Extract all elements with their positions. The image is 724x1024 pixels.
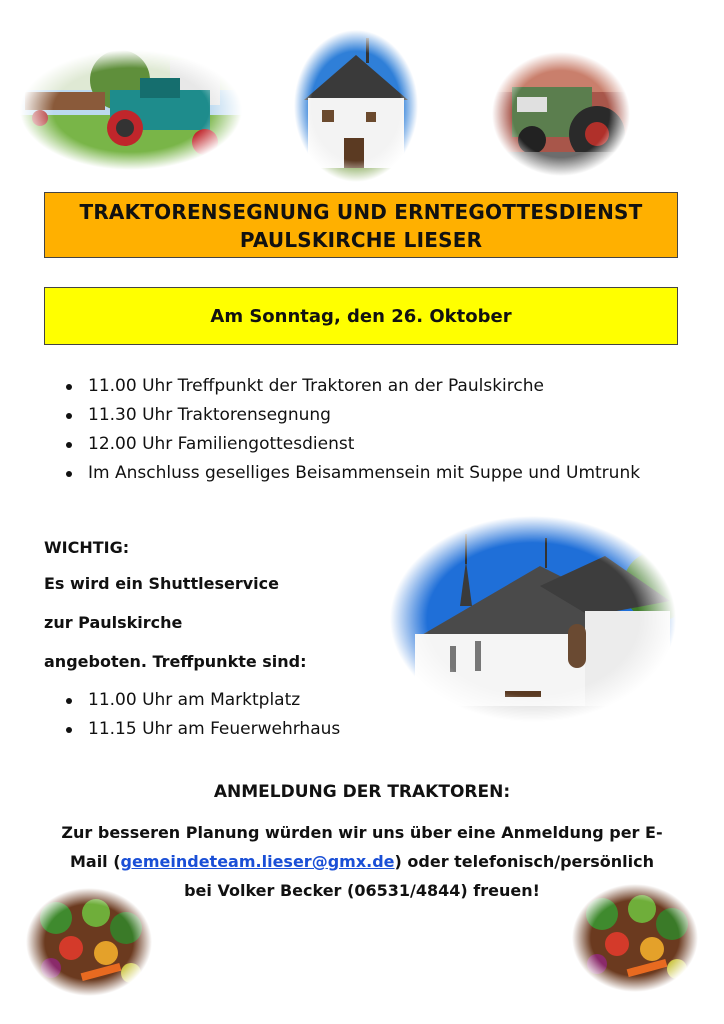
vegetables-photo-right [572,884,698,992]
registration-line-2 [40,847,684,876]
chapel-photo [294,30,418,182]
schedule-item: 11.30 Uhr Traktorensegnung [64,401,640,430]
event-date-box [44,287,678,345]
schedule-item: Im Anschluss geselliges Beisammensein mit Suppe und Umtrunk [64,459,640,488]
tractor-photo-right [492,52,630,176]
shuttle-line-1: Es wird ein Shuttleservice [44,574,279,593]
email-link[interactable]: gemeindeteam.lieser@gmx.de [120,852,395,871]
shuttle-stops-list [64,686,340,744]
schedule-list [64,372,640,488]
event-date: Am Sonntag, den 26. Oktober [210,306,512,327]
shuttle-stop-item: 11.00 Uhr am Marktplatz [64,686,340,715]
tractor-photo-left [20,50,242,170]
shuttle-stop-item: 11.15 Uhr am Feuerwehrhaus [64,715,340,744]
church-photo [390,516,676,722]
shuttle-line-2: zur Paulskirche [44,613,183,632]
registration-heading: ANMELDUNG DER TRAKTOREN: [213,782,511,802]
shuttle-line-3: angeboten. Treffpunkte sind: [44,652,307,671]
registration-line-3: bei Volker Becker (06531/4844) freuen! [184,881,540,900]
registration-line-2-start: Mail ( [69,852,121,871]
vegetables-photo-left [26,888,152,996]
event-title-line1: TRAKTORENSEGNUNG UND ERNTEGOTTESDIENST [79,200,643,224]
schedule-item: 11.00 Uhr Treffpunkt der Traktoren an der Paulskirche [64,372,640,401]
schedule-item: 12.00 Uhr Familiengottesdienst [64,430,640,459]
registration-line-1: Zur besseren Planung würden wir uns über eine Anmeldung per E- [61,823,663,842]
registration-line-2-end: ) oder telefonisch/persönlich [394,852,655,871]
event-title-box [44,192,678,258]
event-title-line2: PAULSKIRCHE LIESER [239,228,483,252]
important-heading: WICHTIG: [44,538,130,557]
